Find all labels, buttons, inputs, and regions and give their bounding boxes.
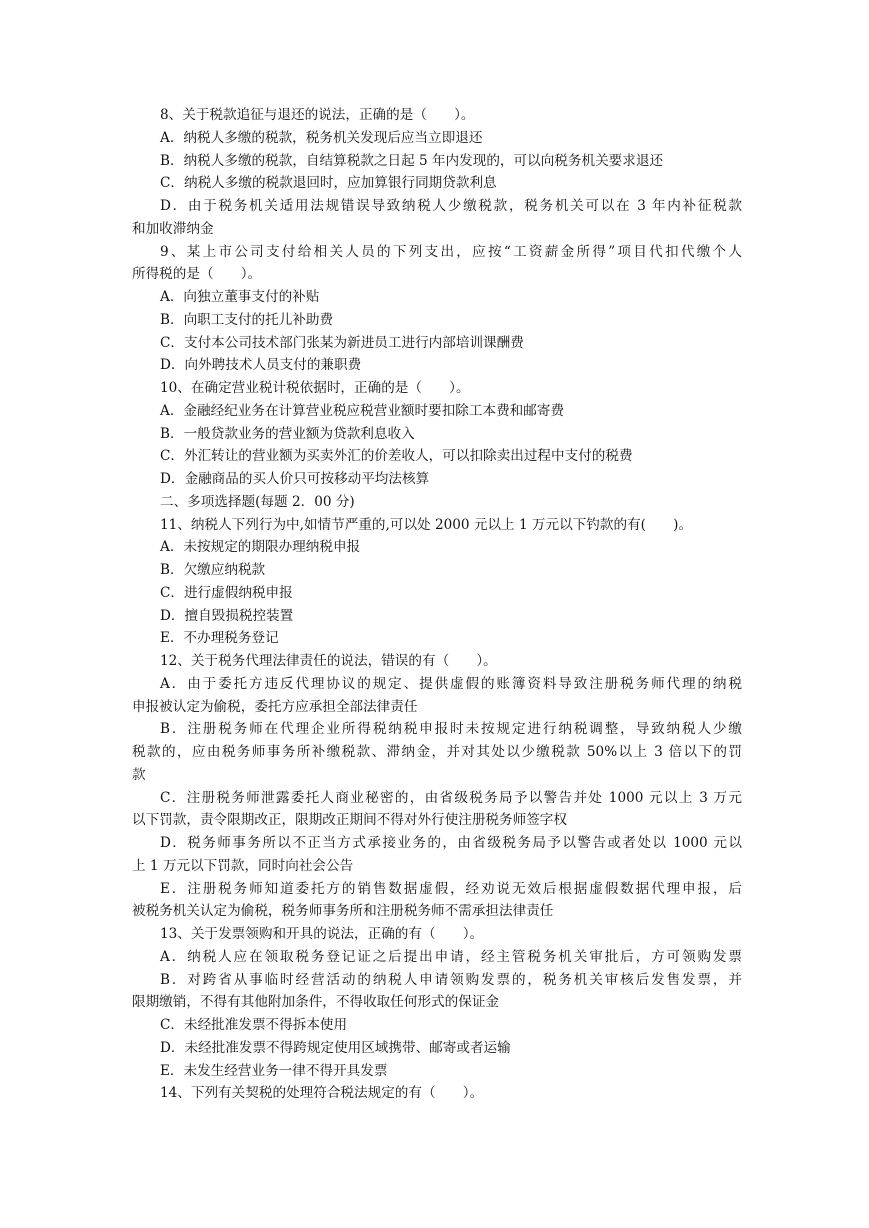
text-line: A．金融经纪业务在计算营业税应税营业额时要扣除工本费和邮寄费 bbox=[160, 402, 565, 419]
text-line: 13、关于发票领购和开具的说法，正确的有（ ）。 bbox=[160, 926, 484, 942]
text-line: E．未发生经营业务一律不得开具发票 bbox=[160, 1062, 388, 1079]
text-line: 申报被认定为偷税，委托方应承担全部法律责任 bbox=[132, 698, 418, 715]
text-line: E．不办理税务登记 bbox=[160, 630, 279, 647]
text-line: B．欠缴应纳税款 bbox=[160, 562, 266, 578]
text-line: C．外汇转让的营业额为买卖外汇的价差收人，可以扣除卖出过程中支付的税费 bbox=[160, 448, 633, 465]
text-line: C．未经批准发票不得拆本使用 bbox=[160, 1017, 348, 1033]
text-line: C．纳税人多缴的税款退回时，应加算银行同期贷款利息 bbox=[160, 175, 497, 192]
text-line: 和加收滞纳金 bbox=[132, 220, 214, 237]
text-line: E．注册税务师知道委托方的销售数据虚假，经劝说无效后根据虚假数据代理申报，后 bbox=[160, 880, 742, 897]
text-line: 10、在确定营业税计税依据时，正确的是（ ）。 bbox=[160, 380, 470, 396]
text-line: 被税务机关认定为偷税，税务师事务所和注册税务师不需承担法律责任 bbox=[132, 903, 554, 920]
text-line: D．向外聘技术人员支付的兼职费 bbox=[160, 357, 362, 374]
text-line: 上 1 万元以下罚款，同时向社会公告 bbox=[132, 857, 354, 874]
text-line: B．一般贷款业务的营业额为贷款利息收入 bbox=[160, 425, 415, 442]
text-line: 税款的，应由税务师事务所补缴税款、滞纳金，并对其处以少缴税款 50%以上 3 倍以下的罚 bbox=[132, 744, 742, 760]
document-page bbox=[132, 104, 742, 1105]
text-line: 9、某上市公司支付给相关人员的下列支出，应按“工资薪金所得”项目代扣代缴个人 bbox=[160, 243, 742, 260]
text-line: D．金融商品的买人价只可按移动平均法核算 bbox=[160, 471, 430, 487]
text-line: D．未经批准发票不得跨规定使用区域携带、邮寄或者运输 bbox=[160, 1039, 511, 1056]
text-line: 款 bbox=[132, 766, 146, 783]
text-line: B．对跨省从事临时经营活动的纳税人申请领购发票的，税务机关审核后发售发票，并 bbox=[160, 971, 742, 988]
text-line: C．进行虚假纳税申报 bbox=[160, 584, 293, 601]
text-line: 限期缴销，不得有其他附加条件，不得收取任何形式的保证金 bbox=[132, 994, 500, 1011]
text-line: B．注册税务师在代理企业所得税纳税申报时未按规定进行纳税调整，导致纳税人少缴 bbox=[160, 721, 742, 738]
text-line: A．未按规定的期限办理纳税申报 bbox=[160, 539, 361, 556]
text-line: 以下罚款，责令限期改正，限期改正期间不得对外行使注册税务师签字权 bbox=[132, 812, 567, 829]
text-line: 11、纳税人下列行为中,如情节严重的,可以处 2000 元以上 1 万元以下钓款的有( )。 bbox=[160, 516, 693, 533]
text-line: D．擅自毁损税控装置 bbox=[160, 607, 294, 624]
text-line: B．纳税人多缴的税款，自结算税款之日起 5 年内发现的，可以向税务机关要求退还 bbox=[160, 152, 664, 169]
text-line: A．纳税人应在领取税务登记证之后提出申请，经主管税务机关审批后，方可领购发票 bbox=[160, 948, 742, 965]
text-line: 8、关于税款追征与退还的说法，正确的是（ ）。 bbox=[160, 107, 475, 123]
text-line: 二、多项选择题(每题 2．00 分) bbox=[160, 493, 355, 510]
text-line: A．向独立董事支付的补贴 bbox=[160, 289, 320, 305]
text-line: C．支付本公司技术部门张某为新进员工进行内部培训课酬费 bbox=[160, 334, 524, 351]
text-line: D．由于税务机关适用法规错误导致纳税人少缴税款，税务机关可以在 3 年内补征税款 bbox=[160, 198, 742, 214]
text-line: B．向职工支付的托儿补助费 bbox=[160, 311, 334, 328]
text-line: 所得税的是（ ）。 bbox=[132, 266, 262, 283]
text-line: 14、下列有关契税的处理符合税法规定的有（ ）。 bbox=[160, 1085, 484, 1102]
text-line: A．纳税人多缴的税款，税务机关发现后应当立即退还 bbox=[160, 129, 483, 146]
text-line: C．注册税务师泄露委托人商业秘密的，由省级税务局予以警告并处 1000 元以上 3 万元 bbox=[160, 789, 742, 806]
text-line: D．税务师事务所以不正当方式承接业务的，由省级税务局予以警告或者处以 1000 元以 bbox=[160, 835, 742, 851]
text-line: A．由于委托方违反代理协议的规定、提供虚假的账簿资料导致注册税务师代理的纳税 bbox=[160, 675, 742, 692]
text-line: 12、关于税务代理法律责任的说法，错误的有（ ）。 bbox=[160, 653, 497, 669]
